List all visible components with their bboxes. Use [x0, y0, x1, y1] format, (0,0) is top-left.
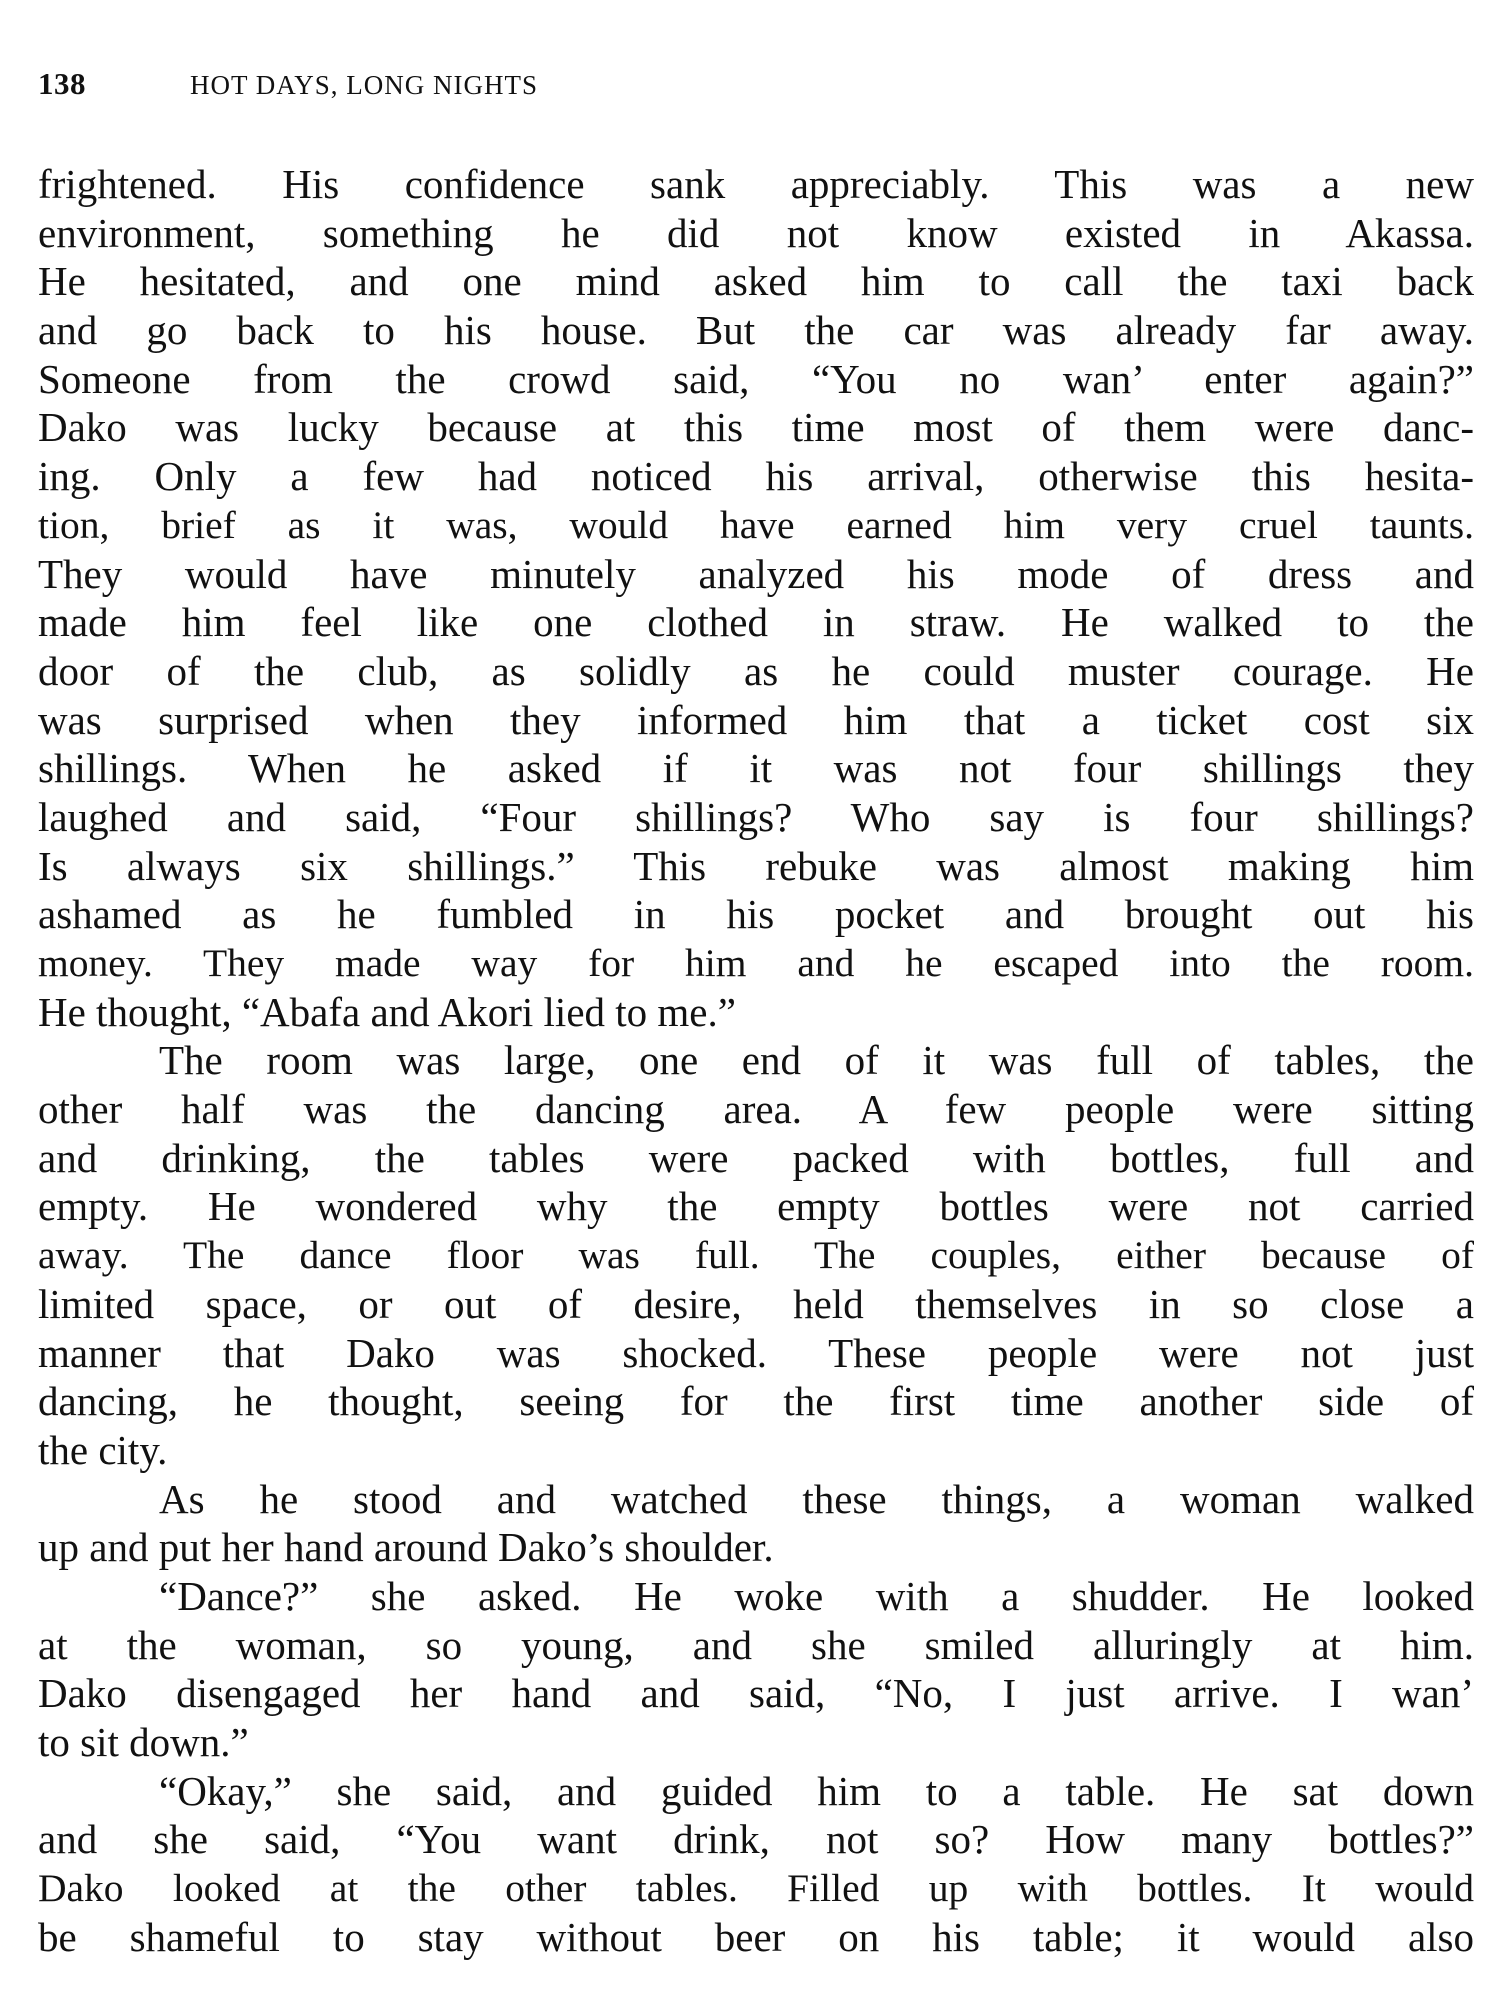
running-header: [38, 66, 538, 106]
text-line: and she said, “You want drink, not so? How many bottles?”: [38, 1816, 1474, 1863]
text-line: “Dance?” she asked. He woke with a shudder. He looked: [159, 1572, 1474, 1619]
text-line: environment, something he did not know existed in Akassa.: [38, 209, 1474, 256]
text-line: dancing, he thought, seeing for the first time another side of: [38, 1378, 1474, 1425]
text-line: was surprised when they informed him that a ticket cost six: [38, 696, 1474, 743]
text-line: ashamed as he fumbled in his pocket and brought out his: [38, 891, 1474, 938]
text-line: He hesitated, and one mind asked him to call the taxi back: [38, 258, 1474, 305]
text-line: away. The dance floor was full. The couples, either because of: [38, 1233, 1474, 1278]
text-line: “Okay,” she said, and guided him to a table. He sat down: [159, 1767, 1474, 1814]
text-line: the city.: [38, 1426, 168, 1473]
body-text: [38, 160, 1474, 1961]
running-title: HOT DAYS, LONG NIGHTS: [190, 70, 539, 100]
text-line: Is always six shillings.” This rebuke was almost making him: [38, 842, 1474, 889]
text-line: The room was large, one end of it was full of tables, the: [159, 1037, 1474, 1084]
text-line: He thought, “Abafa and Akori lied to me.”: [38, 988, 736, 1035]
text-line: at the woman, so young, and she smiled alluringly at him.: [38, 1621, 1474, 1668]
text-line: As he stood and watched these things, a woman walked: [159, 1475, 1474, 1522]
text-line: Dako was lucky because at this time most of them were danc-: [38, 404, 1474, 451]
text-line: limited space, or out of desire, held themselves in so close a: [38, 1280, 1474, 1327]
text-line: frightened. His confidence sank appreciably. This was a new: [38, 161, 1474, 207]
text-line: Dako disengaged her hand and said, “No, I just arrive. I wan’: [38, 1670, 1474, 1717]
page-number: 138: [38, 66, 86, 101]
text-line: money. They made way for him and he escaped into the room.: [38, 941, 1474, 985]
text-line: to sit down.”: [38, 1719, 249, 1765]
text-line: ing. Only a few had noticed his arrival, otherwise this hesita-: [38, 453, 1474, 500]
text-line: manner that Dako was shocked. These people were not just: [38, 1329, 1474, 1376]
text-line: Someone from the crowd said, “You no wan’ enter again?”: [38, 355, 1474, 402]
text-line: laughed and said, “Four shillings? Who say is four shillings?: [38, 793, 1474, 840]
text-line: empty. He wondered why the empty bottles were not carried: [38, 1183, 1474, 1230]
text-line: other half was the dancing area. A few people were sitting: [38, 1086, 1474, 1133]
text-line: They would have minutely analyzed his mode of dress and: [38, 550, 1474, 597]
text-line: up and put her hand around Dako’s shoulder.: [38, 1524, 774, 1571]
text-line: and drinking, the tables were packed with bottles, full and: [38, 1134, 1474, 1181]
text-line: tion, brief as it was, would have earned him very cruel taunts.: [38, 502, 1474, 547]
text-line: and go back to his house. But the car was already far away.: [38, 307, 1474, 354]
text-line: door of the club, as solidly as he could muster courage. He: [38, 647, 1474, 694]
text-line: Dako looked at the other tables. Filled up with bottles. It would: [38, 1866, 1474, 1911]
text-line: made him feel like one clothed in straw. He walked to the: [38, 599, 1474, 646]
text-line: be shameful to stay without beer on his table; it would also: [38, 1913, 1474, 1960]
text-line: shillings. When he asked if it was not four shillings they: [38, 745, 1474, 792]
